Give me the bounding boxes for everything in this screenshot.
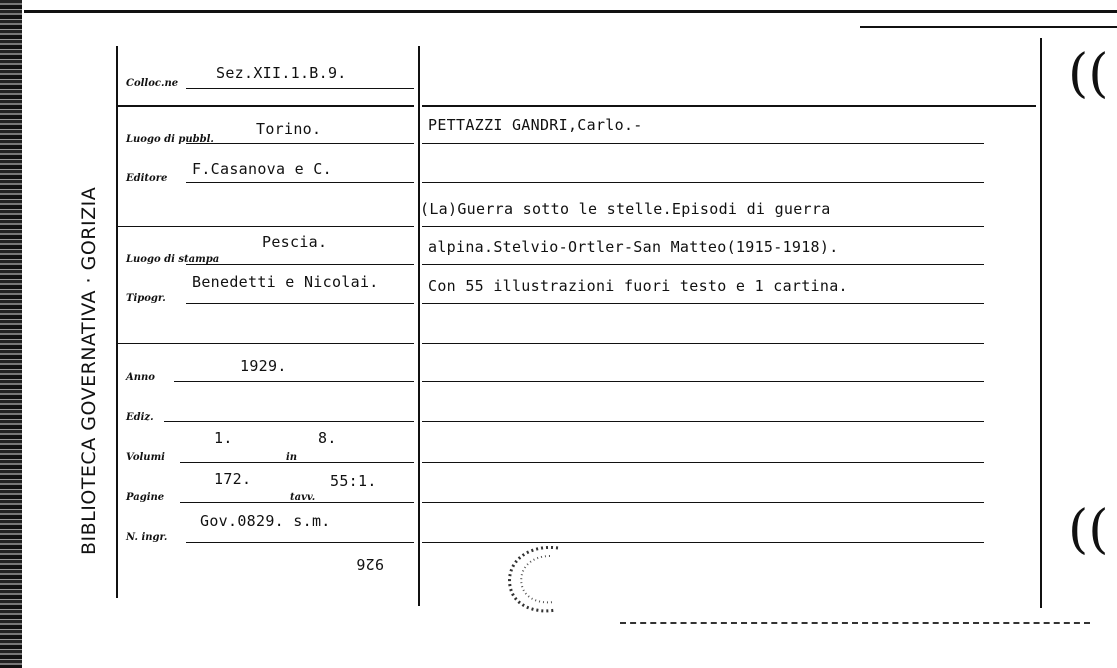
value-in: 8.: [318, 429, 337, 447]
label-n-ingr: N. ingr.: [126, 532, 168, 543]
label-pagine: Pagine: [126, 492, 165, 503]
ink-smudge-icon: [498, 540, 578, 620]
rule-r5: [422, 264, 984, 265]
record-author: PETTAZZI GANDRI,Carlo.-: [428, 116, 643, 134]
card-number: 926: [356, 555, 384, 573]
value-volumi: 1.: [214, 429, 233, 447]
rule-r1: [422, 105, 1036, 107]
label-editore: Editore: [126, 173, 168, 184]
rule-r6: [422, 303, 984, 304]
bracket-mark-top: ((: [1068, 44, 1109, 104]
rule-r9: [422, 421, 984, 422]
value-tipogr: Benedetti e Nicolai.: [192, 273, 379, 291]
bracket-mark-bottom: ((: [1068, 500, 1109, 560]
rule-sec2: [118, 226, 414, 227]
rule-r7: [422, 343, 984, 344]
top-border: [24, 10, 1117, 13]
rule-ediz: [164, 421, 414, 422]
left-frame-line: [116, 46, 118, 598]
label-tavole: tavv.: [290, 492, 316, 503]
value-editore: F.Casanova e C.: [192, 160, 332, 178]
rule-tipogr: [186, 303, 414, 304]
label-volumi: Volumi: [126, 452, 165, 463]
center-divider-line: [418, 46, 420, 606]
label-tipogr: Tipogr.: [126, 293, 166, 304]
right-frame-line: [1040, 38, 1042, 608]
value-n-ingr: Gov.0829. s.m.: [200, 512, 331, 530]
rule-colloc: [186, 88, 414, 89]
label-anno: Anno: [126, 372, 155, 383]
label-luogo-stampa: Luogo di stampa: [126, 254, 220, 265]
rule-editore: [186, 182, 414, 183]
rule-r4: [422, 226, 984, 227]
rule-ningr: [186, 542, 414, 543]
bottom-dashed-line: [620, 622, 1090, 624]
value-luogo-pubbl: Torino.: [256, 120, 322, 138]
value-anno: 1929.: [240, 357, 287, 375]
record-title-line: (La)Guerra sotto le stelle.Episodi di guerra: [420, 200, 831, 218]
value-pagine: 172.: [214, 470, 252, 488]
rule-r10: [422, 462, 984, 463]
label-collocazione: Colloc.ne: [126, 78, 179, 89]
label-in: in: [286, 452, 298, 463]
label-luogo-pubbl: Luogo di pubbl.: [126, 134, 214, 145]
top-border-right: [860, 26, 1117, 28]
value-collocazione: Sez.XII.1.B.9.: [216, 64, 347, 82]
rule-pubbl: [186, 143, 414, 144]
value-luogo-stampa: Pescia.: [262, 233, 328, 251]
rule-sec3: [118, 343, 414, 344]
rule-sec1: [118, 105, 414, 107]
rule-anno: [174, 381, 414, 382]
record-title-line: alpina.Stelvio-Ortler-San Matteo(1915-1918).: [428, 238, 839, 256]
value-tavole: 55:1.: [330, 472, 377, 490]
rule-r3: [422, 182, 984, 183]
rule-stampa: [186, 264, 414, 265]
rule-r8: [422, 381, 984, 382]
card-edge-strip: [0, 0, 22, 668]
rule-r2: [422, 143, 984, 144]
record-title-line: Con 55 illustrazioni fuori testo e 1 cartina.: [428, 277, 848, 295]
rule-r11: [422, 502, 984, 503]
label-ediz: Ediz.: [126, 412, 154, 423]
library-stamp-vertical: BIBLIOTECA GOVERNATIVA · GORIZIA: [78, 186, 100, 555]
